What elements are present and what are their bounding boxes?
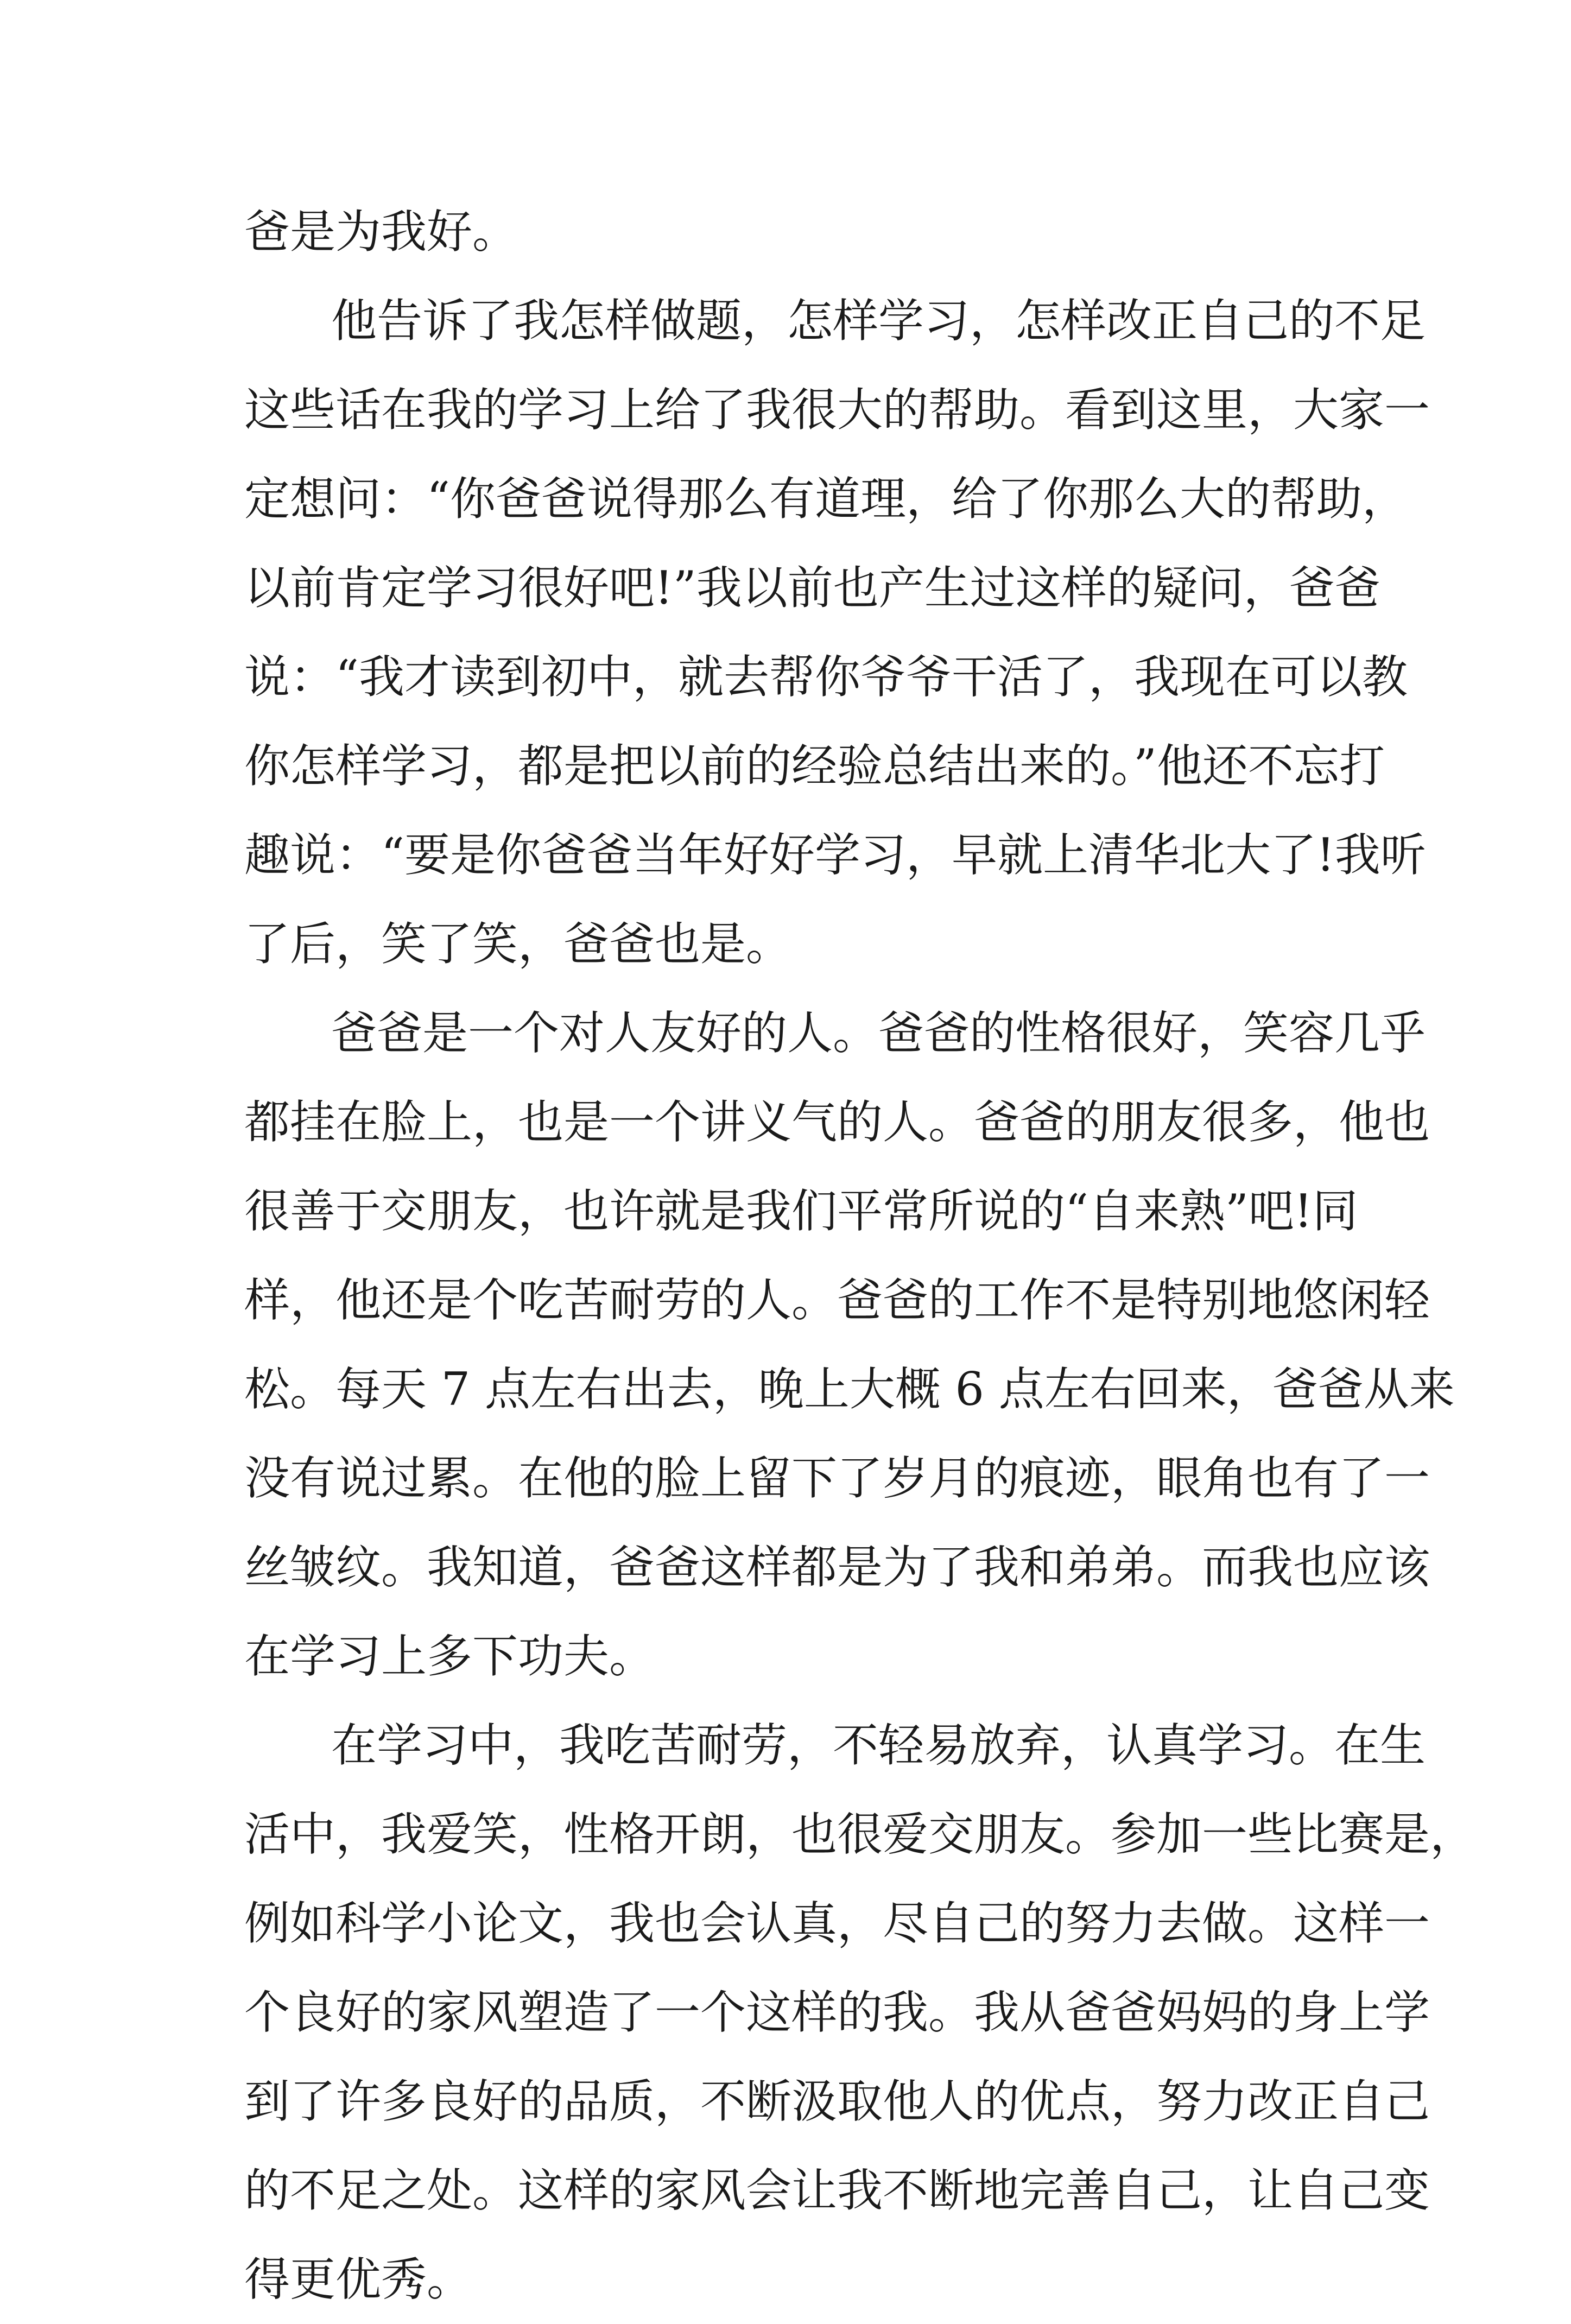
text-line: 个良好的家风塑造了一个这样的我。我从爸爸妈妈的身上学 (244, 1986, 1430, 2039)
text-line: 了后，笑了笑，爸爸也是。 (244, 917, 792, 971)
text-line: 活中，我爱笑，性格开朗，也很爱交朋友。参加一些比赛是， (244, 1808, 1476, 1861)
text-line: 说：“我才读到初中，就去帮你爷爷干活了，我现在可以教 (244, 650, 1408, 704)
text-line: 样，他还是个吃苦耐劳的人。爸爸的工作不是特别地悠闲轻 (244, 1274, 1430, 1327)
text-line: 爸是为我好。 (244, 205, 518, 258)
text-line: 在学习上多下功夫。 (244, 1630, 655, 1683)
paragraph-first-line: 爸爸是一个对人友好的人。爸爸的性格很好，笑容几乎 (331, 1006, 1426, 1060)
text-line: 你怎样学习，都是把以前的经验总结出来的。”他还不忘打 (244, 739, 1385, 793)
paragraph-first-line: 在学习中，我吃苦耐劳，不轻易放弃，认真学习。在生 (331, 1719, 1426, 1772)
text-line: 很善于交朋友，也许就是我们平常所说的“自来熟”吧!同 (244, 1185, 1358, 1238)
text-line: 的不足之处。这样的家风会让我不断地完善自己，让自己变 (244, 2164, 1430, 2217)
text-line: 定想问：“你爸爸说得那么有道理，给了你那么大的帮助， (244, 472, 1408, 525)
text-line: 以前肯定学习很好吧!”我以前也产生过这样的疑问，爸爸 (244, 561, 1380, 615)
text-line: 到了许多良好的品质，不断汲取他人的优点，努力改正自己 (244, 2075, 1430, 2128)
text-line: 得更优秀。 (244, 2253, 473, 2306)
document-page (244, 187, 1476, 2324)
text-line: 趣说：“要是你爸爸当年好好学习，早就上清华北大了!我听 (244, 828, 1426, 882)
text-line: 都挂在脸上，也是一个讲义气的人。爸爸的朋友很多，他也 (244, 1095, 1430, 1149)
text-line: 没有说过累。在他的脸上留下了岁月的痕迹，眼角也有了一 (244, 1452, 1430, 1505)
text-line: 松。每天 7 点左右出去，晚上大概 6 点左右回来，爸爸从来 (244, 1363, 1455, 1416)
text-line: 丝皱纹。我知道，爸爸这样都是为了我和弟弟。而我也应该 (244, 1541, 1430, 1594)
text-line: 例如科学小论文，我也会认真，尽自己的努力去做。这样一 (244, 1897, 1430, 1950)
text-line: 这些话在我的学习上给了我很大的帮助。看到这里，大家一 (244, 383, 1430, 436)
paragraph-first-line: 他告诉了我怎样做题，怎样学习，怎样改正自己的不足 (331, 294, 1426, 347)
